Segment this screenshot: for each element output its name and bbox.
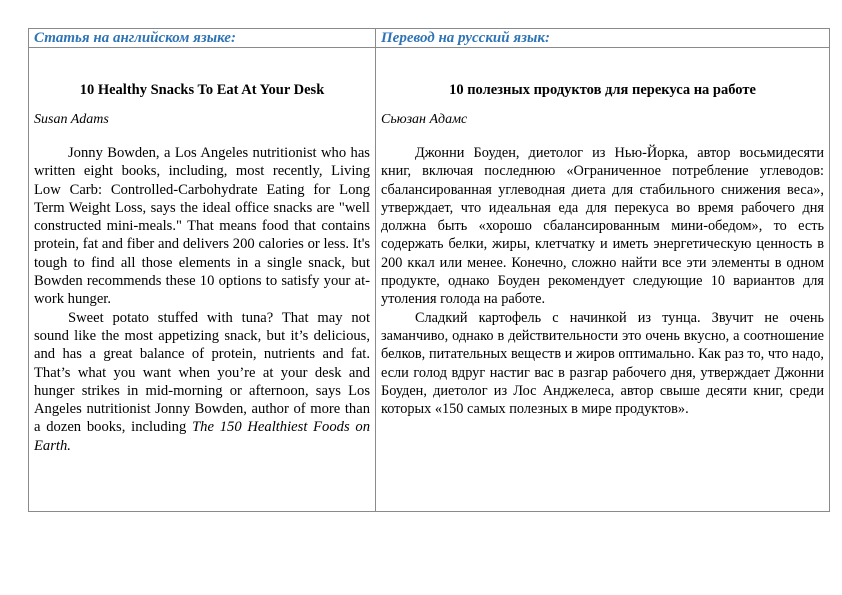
english-article [29,81,375,455]
russian-column [376,29,829,511]
english-paragraph-1: Jonny Bowden, a Los Angeles nutritionist who has written eight books, including, most recently, Living Low Carb: Controlled-Carbohydrate Eating for Long Term Weight Loss, says the ideal office snacks are "well constructed mini-meals." That means food that contains protein, fat and fiber and delivers 200 calories or less. It's tough to find all those elements in a single snack, but Bowden recommends these 10 options to satisfy your at-work hunger. [34,145,370,308]
english-column-header: Статья на английском языке: [29,29,375,48]
russian-paragraph-2: Сладкий картофель с начинкой из тунца. Звучит не очень заманчиво, однако в действительности это очень вкусно, а соотношение белков, питательных веществ и жиров оптимально. Как раз то, что надо, если голод вдруг настиг вас в разгар рабочего дня, утверждает Джонни Боуден, диетолог из Лос Анджелеса, автор свыше десяти книг, среди которых «150 самых полезных в мире продуктов». [381,309,824,418]
english-article-author: Susan Adams [34,112,109,127]
russian-article-title: 10 полезных продуктов для перекуса на работе [449,82,756,98]
english-article-title: 10 Healthy Snacks To Eat At Your Desk [79,82,325,98]
russian-paragraph-1: Джонни Боуден, диетолог из Нью-Йорка, автор восьмидесяти книг, включая последнюю «Ограниченное потребление углеводов: сбалансированная углеводная диета для стабильного снижения веса», утверждает, что идеальная еда для перекуса во время рабочего дня должна быть «хорошо сбалансированным мини-обедом», то есть содержать белки, жиры, клетчатку и иметь энергетическую ценность в 200 ккал или менее. Конечно, сложно найти все эти элементы в одном продукте, однако Боуден рекомендует следующие 10 вариантов для утоления голода на работе. [381,145,824,308]
english-book-title: The 150 Healthiest Foods on Earth. [34,419,370,454]
bilingual-table [28,28,830,512]
russian-article-author: Сьюзан Адамс [381,112,468,127]
russian-article [376,81,829,418]
english-paragraph-2 [34,309,370,455]
russian-column-header: Перевод на русский язык: [376,29,829,48]
english-paragraph-2-text: Sweet potato stuffed with tuna? That may not sound like the most appetizing snack, but it’s delicious, and has a great balance of protein, nutrients and fat. That’s what you want when you’re at your desk and hunger strikes in mid-morning or afternoon, says Los Angeles nutritionist Jonny Bowden, author of more than a dozen books, including [34,309,370,436]
english-column [29,29,376,511]
